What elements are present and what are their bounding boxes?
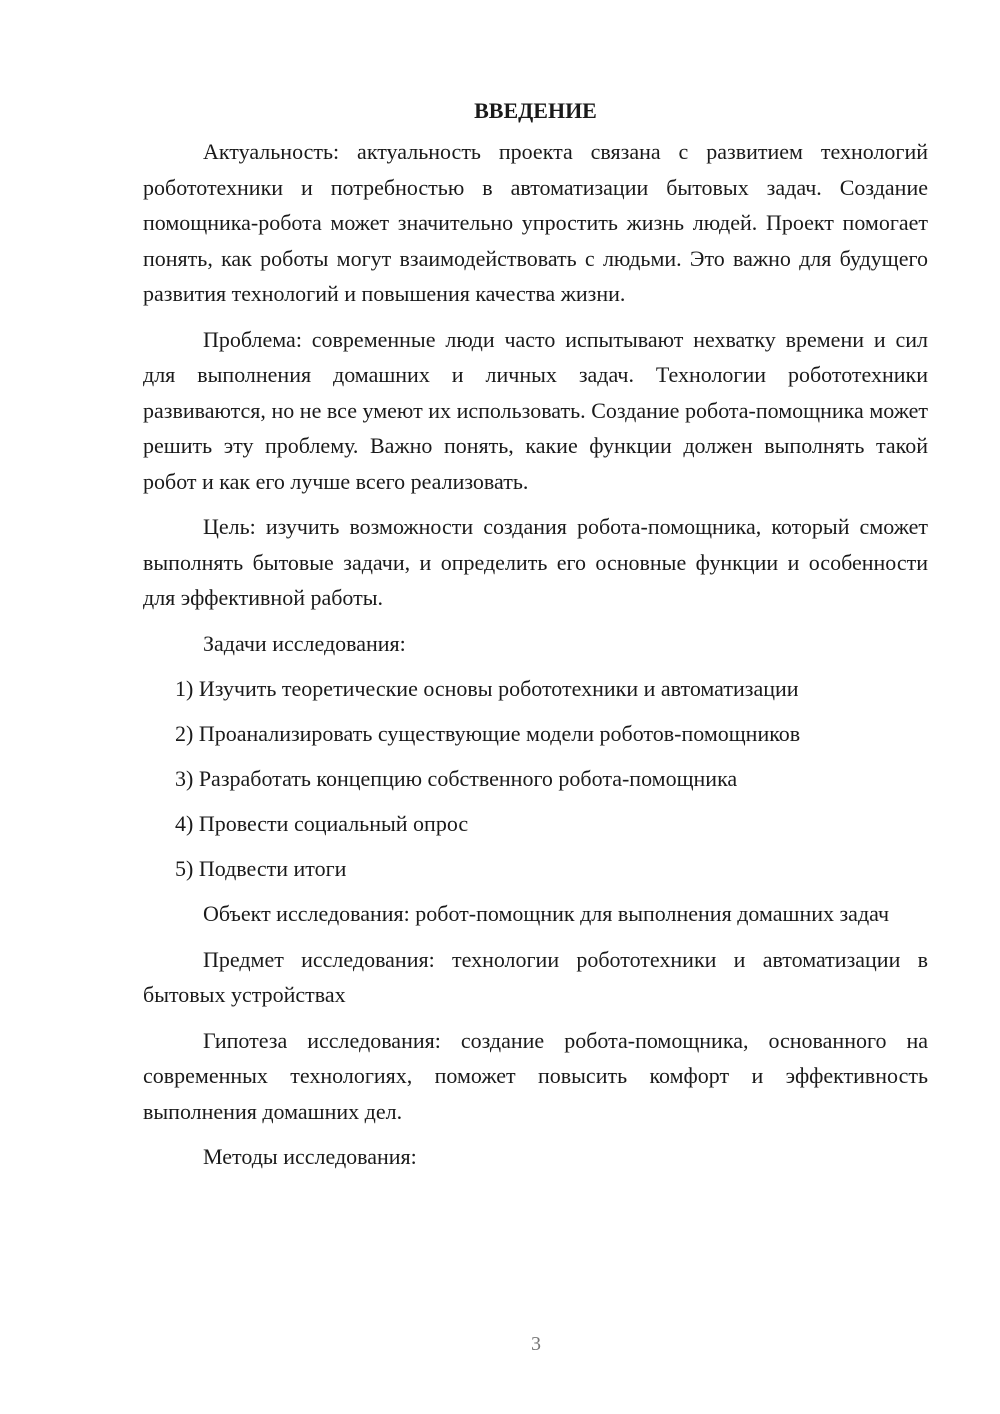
- document-body: [143, 96, 928, 1185]
- list-item: 1) Изучить теоретические основы робототехники и автоматизации: [175, 676, 799, 701]
- paragraph-relevance: Актуальность: актуальность проекта связана с развитием технологий робототехники и потребностью в автоматизации бытовых задач. Создание помощника-робота может значительно упростить жизнь людей. Проект помогает понять, как роботы могут взаимодействовать с людьми. Это важно для будущего развития технологий и повышения качества жизни.: [143, 139, 928, 306]
- paragraph-goal: Цель: изучить возможности создания робота-помощника, который сможет выполнять бытовые задачи, и определить его основные функции и особенности для эффективной работы.: [143, 514, 928, 610]
- list-item: 3) Разработать концепцию собственного робота-помощника: [175, 766, 738, 791]
- tasks-heading: Задачи исследования:: [203, 630, 406, 656]
- page-title: ВВЕДЕНИЕ: [474, 98, 597, 123]
- paragraph-methods: Методы исследования:: [203, 1144, 417, 1169]
- paragraph-hypothesis: Гипотеза исследования: создание робота-помощника, основанного на современных технологиях, поможет повысить комфорт и эффективность выполнения домашних дел.: [143, 1027, 928, 1124]
- tasks-list: [143, 671, 928, 887]
- paragraph-object: Объект исследования: робот-помощник для выполнения домашних задач: [203, 901, 890, 926]
- page-number: 3: [531, 1333, 541, 1355]
- list-item: 4) Провести социальный опрос: [175, 811, 469, 836]
- paragraph-subject: Предмет исследования: технологии робототехники и автоматизации в бытовых устройствах: [143, 946, 928, 1007]
- list-item: 2) Проанализировать существующие модели роботов-помощников: [175, 721, 801, 746]
- paragraph-problem: Проблема: современные люди часто испытывают нехватку времени и сил для выполнения домашних и личных задач. Технологии робототехники развиваются, но не все умеют их использовать. Создание робота-помощника может решить эту проблему. Важно понять, какие функции должен выполнять такой робот и как его лучше всего реализовать.: [143, 326, 928, 494]
- list-item: 5) Подвести итоги: [175, 856, 347, 881]
